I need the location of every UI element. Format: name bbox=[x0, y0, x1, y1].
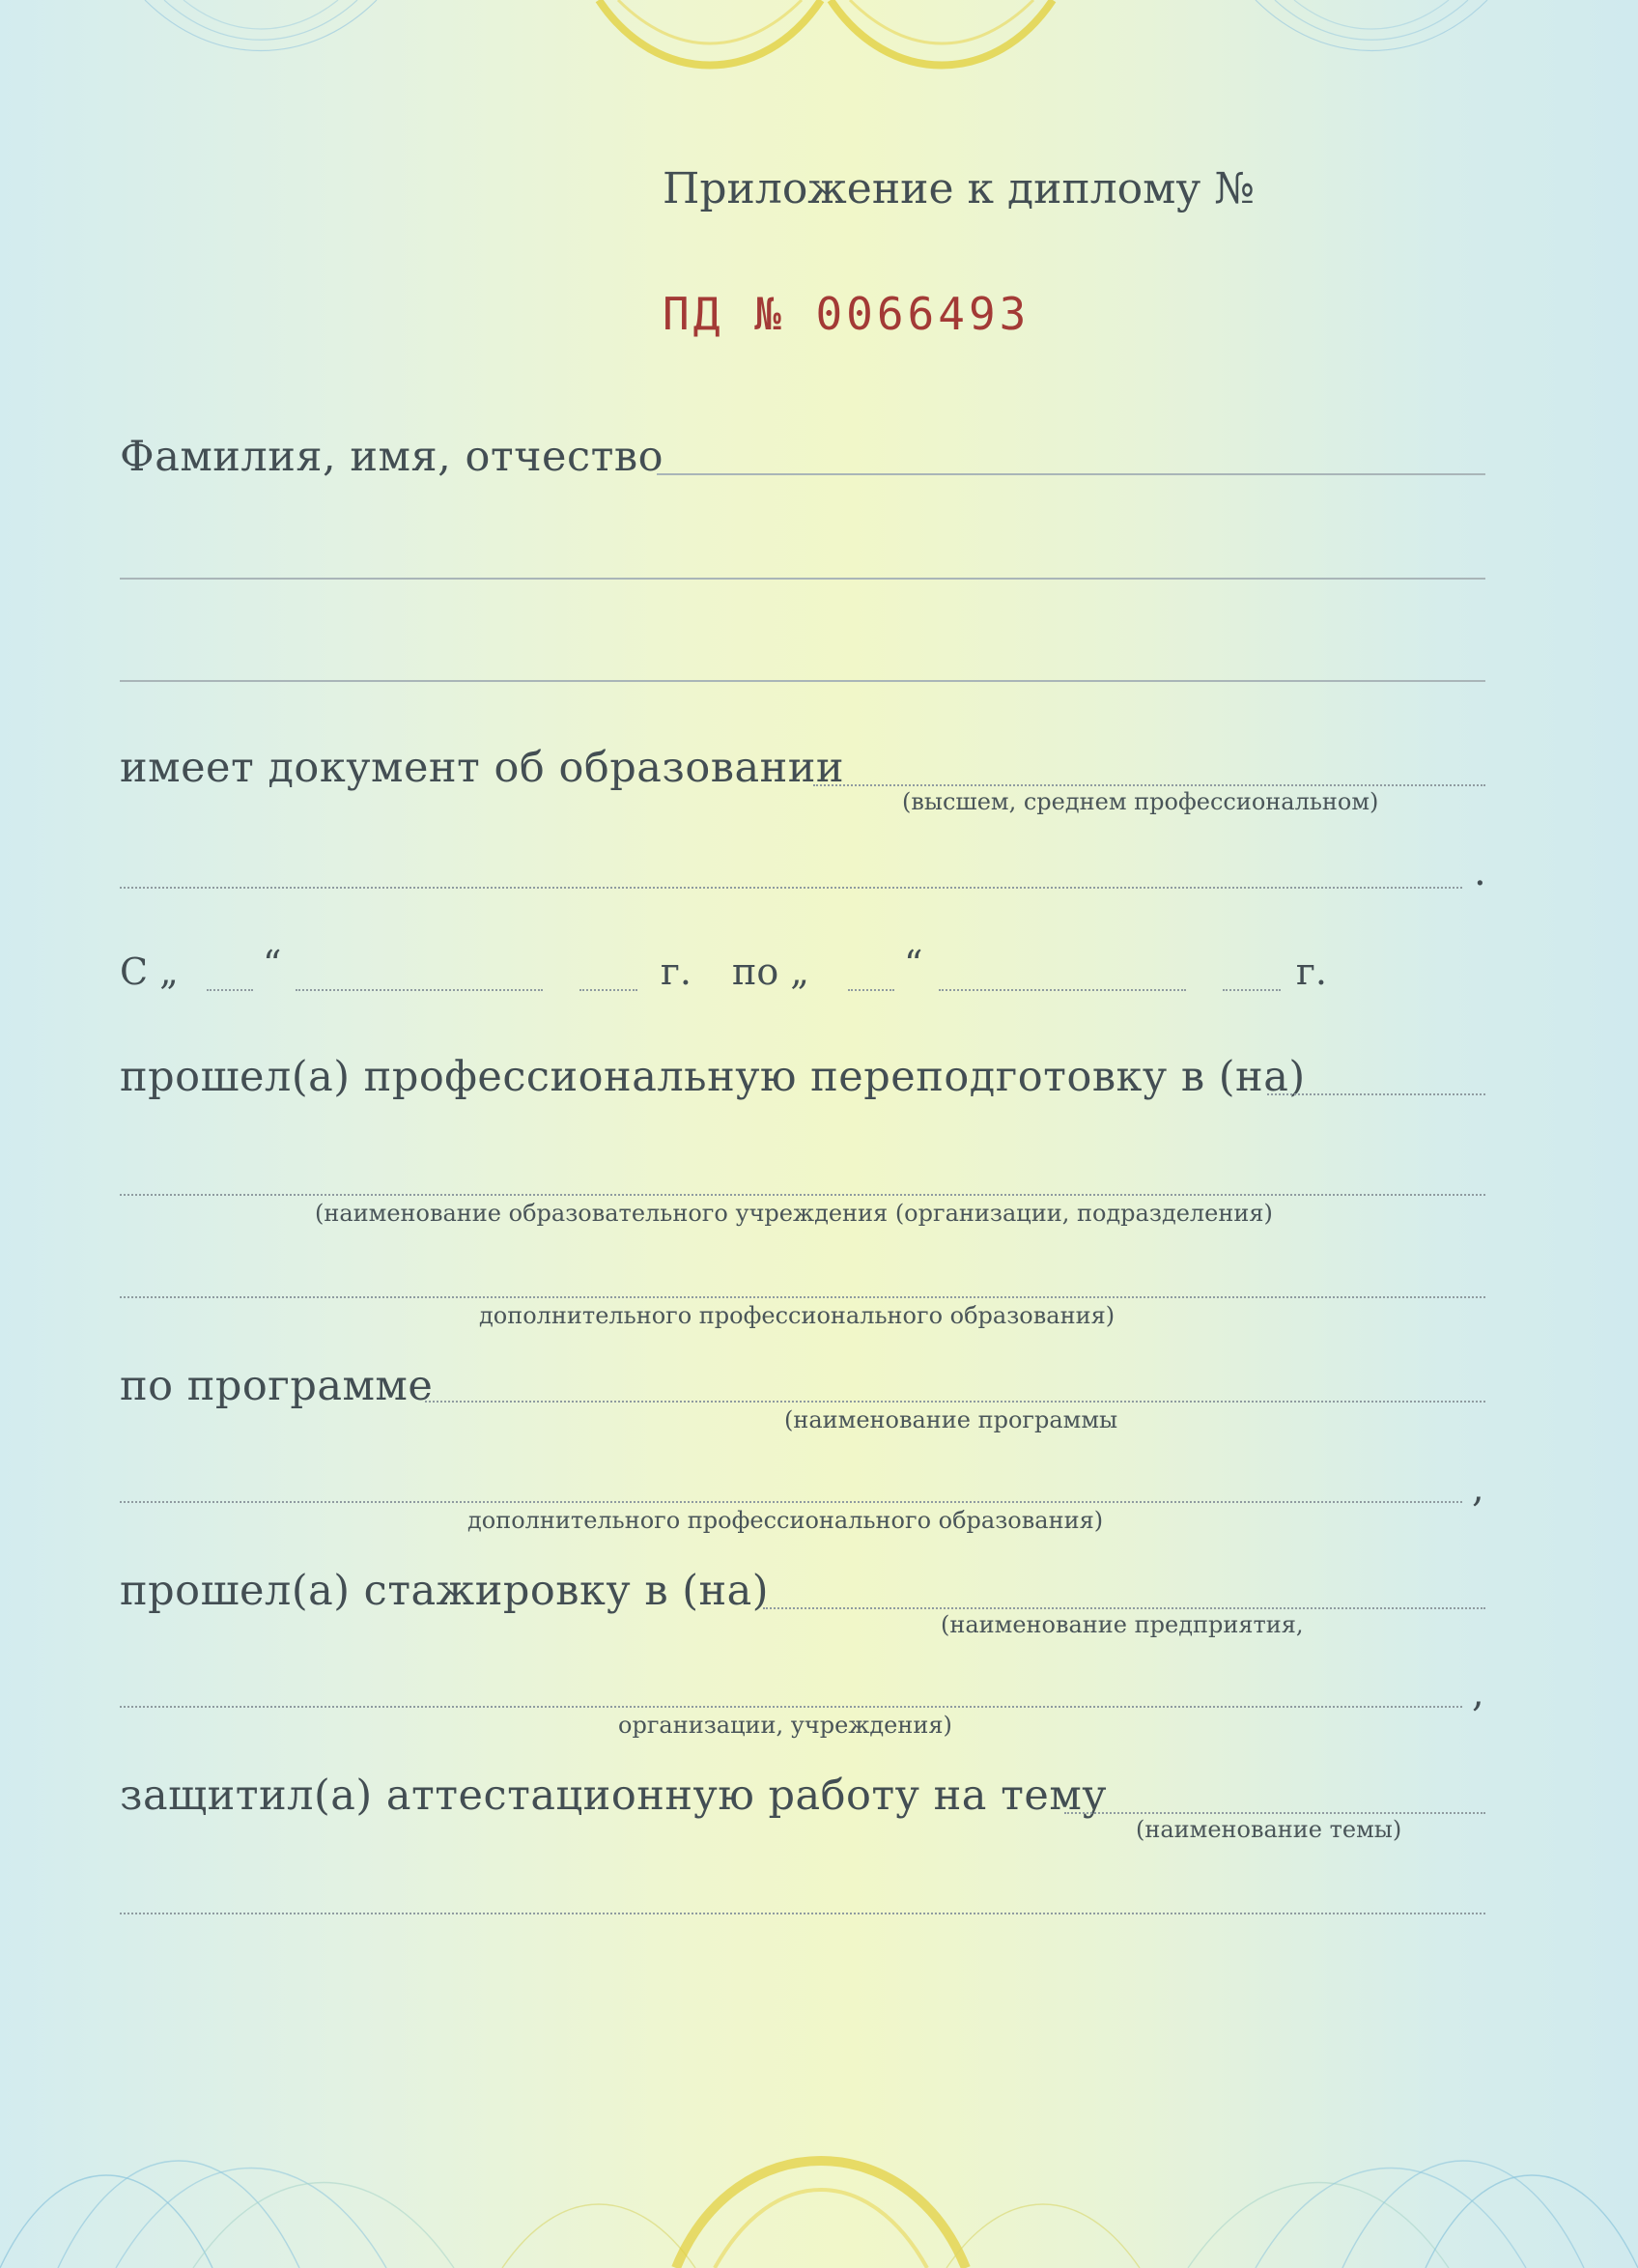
period-start-year-line bbox=[579, 989, 637, 991]
period-to-label: по „ bbox=[732, 950, 809, 993]
retraining-label: прошел(а) профессиональную переподготовку в (на) bbox=[120, 1053, 1306, 1101]
education-field-line-2 bbox=[120, 887, 1462, 889]
institution-hint-2: дополнительного профессионального образования) bbox=[479, 1302, 1116, 1329]
full-name-field-line-2 bbox=[120, 578, 1485, 580]
period-start-day-line bbox=[207, 989, 253, 991]
period-end-year-suffix: г. bbox=[1296, 950, 1327, 993]
period-start-year-suffix: г. bbox=[661, 950, 692, 993]
program-field-line-2 bbox=[120, 1501, 1462, 1503]
thesis-hint: (наименование темы) bbox=[1136, 1816, 1402, 1843]
program-comma-mark: , bbox=[1472, 1466, 1484, 1511]
thesis-field-line bbox=[1064, 1812, 1485, 1814]
full-name-field-line-3 bbox=[120, 680, 1485, 682]
program-label: по программе bbox=[120, 1362, 434, 1410]
thesis-label: защитил(а) аттестационную работу на тему bbox=[120, 1772, 1108, 1820]
period-end-year-line bbox=[1223, 989, 1281, 991]
period-close-quote: “ bbox=[904, 943, 923, 985]
retraining-field-line bbox=[1267, 1093, 1485, 1095]
program-hint-2: дополнительного профессионального образования) bbox=[467, 1507, 1104, 1534]
internship-hint-1: (наименование предприятия, bbox=[941, 1611, 1304, 1638]
institution-hint-1: (наименование образовательного учреждения (организации, подразделения) bbox=[315, 1200, 1273, 1227]
internship-field-line bbox=[763, 1607, 1485, 1609]
education-period-mark: . bbox=[1474, 850, 1486, 894]
education-label: имеет документ об образовании bbox=[120, 744, 845, 792]
period-start-month-line bbox=[296, 989, 543, 991]
thesis-field-line-2 bbox=[120, 1913, 1485, 1914]
internship-hint-2: организации, учреждения) bbox=[618, 1712, 952, 1739]
full-name-label: Фамилия, имя, отчество bbox=[120, 433, 664, 481]
program-field-line bbox=[425, 1401, 1485, 1403]
period-end-day-line bbox=[848, 989, 894, 991]
internship-field-line-2 bbox=[120, 1706, 1462, 1708]
education-hint: (высшем, среднем профессиональном) bbox=[902, 788, 1379, 815]
page-title: Приложение к диплому № bbox=[663, 164, 1255, 213]
institution-field-line bbox=[120, 1194, 1485, 1196]
serial-number: ПД № 0066493 bbox=[663, 288, 1031, 340]
period-from-prefix: С „ bbox=[120, 950, 179, 993]
internship-comma-mark: , bbox=[1472, 1671, 1484, 1715]
full-name-field-line-1 bbox=[657, 473, 1485, 475]
period-end-month-line bbox=[939, 989, 1186, 991]
period-open-quote: “ bbox=[263, 943, 282, 985]
internship-label: прошел(а) стажировку в (на) bbox=[120, 1567, 770, 1615]
education-field-line bbox=[813, 784, 1485, 786]
institution-field-line-2 bbox=[120, 1296, 1485, 1298]
program-hint-1: (наименование программы bbox=[784, 1406, 1118, 1433]
